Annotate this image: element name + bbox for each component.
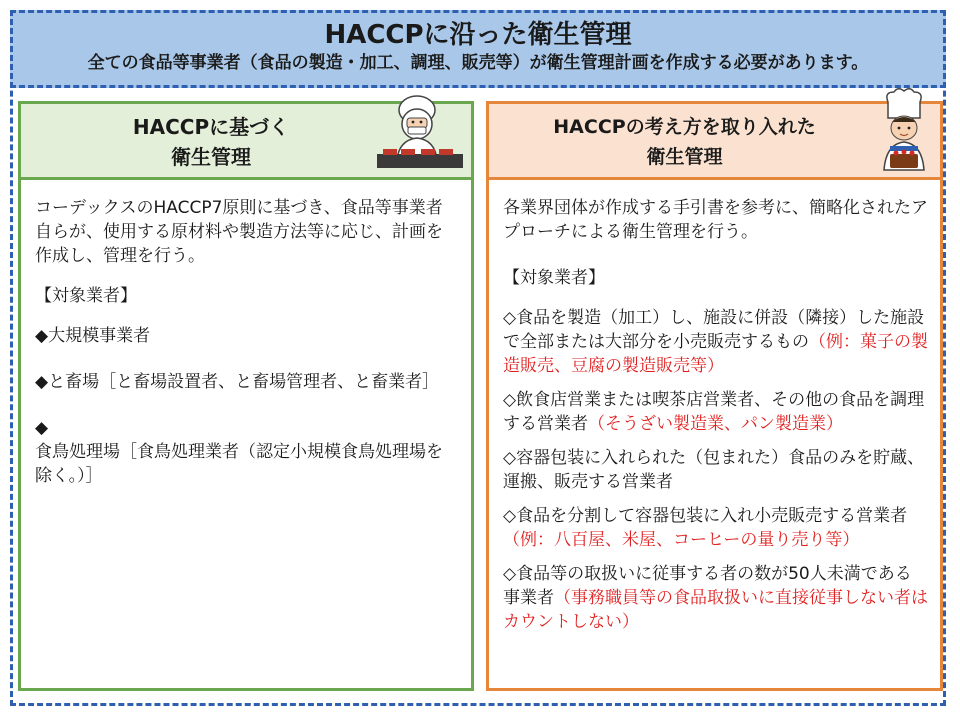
- haccp-approach-panel: [486, 101, 943, 691]
- chef-icon: [874, 88, 934, 178]
- left-item-poultry-plant: 食鳥処理場［食鳥処理業者（認定小規模食鳥処理場を除く。）］: [35, 442, 443, 486]
- left-panel-heading: [21, 104, 471, 180]
- left-item-large-business: ◆大規模事業者: [35, 326, 151, 346]
- header-banner: [10, 10, 946, 88]
- right-item-repackaging: ◇食品を分割して容器包装に入れ小売販売する営業者（例：八百屋、米屋、コーヒーの量り売り等）: [503, 506, 908, 550]
- left-heading-line1: HACCPに基づく: [132, 115, 290, 139]
- left-item-bullet: ◆: [35, 418, 49, 438]
- right-heading-line1: HACCPの考え方を取り入れた: [553, 116, 816, 138]
- left-target-label: 【対象業者】: [35, 286, 137, 306]
- page-title: HACCPに沿った衛生管理: [324, 20, 632, 50]
- right-item-packaged-food: ◇容器包装に入れられた（包まれた）食品のみを貯蔵、運搬、販売する営業者: [503, 448, 925, 492]
- right-panel-heading: [489, 104, 940, 180]
- right-target-label: 【対象業者】: [503, 268, 605, 288]
- left-intro-text: コーデックスのHACCP7原則に基づき、食品等事業者自らが、使用する原材料や製造方法等に応じ、計画を作成し、管理を行う。: [35, 198, 443, 266]
- left-heading-line2: 衛生管理: [171, 145, 251, 169]
- right-item-manufacture-retail: ◇食品を製造（加工）し、施設に併設（隣接）した施設で全部または大部分を小売販売するもの（例：菓子の製造販売、豆腐の製造販売等）: [503, 308, 928, 376]
- left-item-slaughterhouse: ◆と畜場［と畜場設置者、と畜場管理者、と畜業者］: [35, 372, 440, 392]
- haccp-based-panel: [18, 101, 474, 691]
- left-panel-body: [21, 180, 471, 488]
- right-intro-text: 各業界団体が作成する手引書を参考に、簡略化されたアプローチによる衛生管理を行う。: [503, 198, 928, 242]
- right-heading-line2: 衛生管理: [646, 146, 723, 168]
- page-subtitle: 全ての食品等事業者（食品の製造・加工、調理、販売等）が衛生管理計画を作成する必要があります。: [87, 53, 869, 73]
- factory-worker-icon: [371, 88, 467, 180]
- right-panel-body: [489, 180, 940, 634]
- right-item-restaurant: ◇飲食店営業または喫茶店営業者、その他の食品を調理する営業者（そうざい製造業、パン製造業）: [503, 390, 925, 434]
- right-item-small-business: ◇食品等の取扱いに従事する者の数が50人未満である事業者（事務職員等の食品取扱いに直接従事しない者はカウントしない）: [503, 564, 928, 632]
